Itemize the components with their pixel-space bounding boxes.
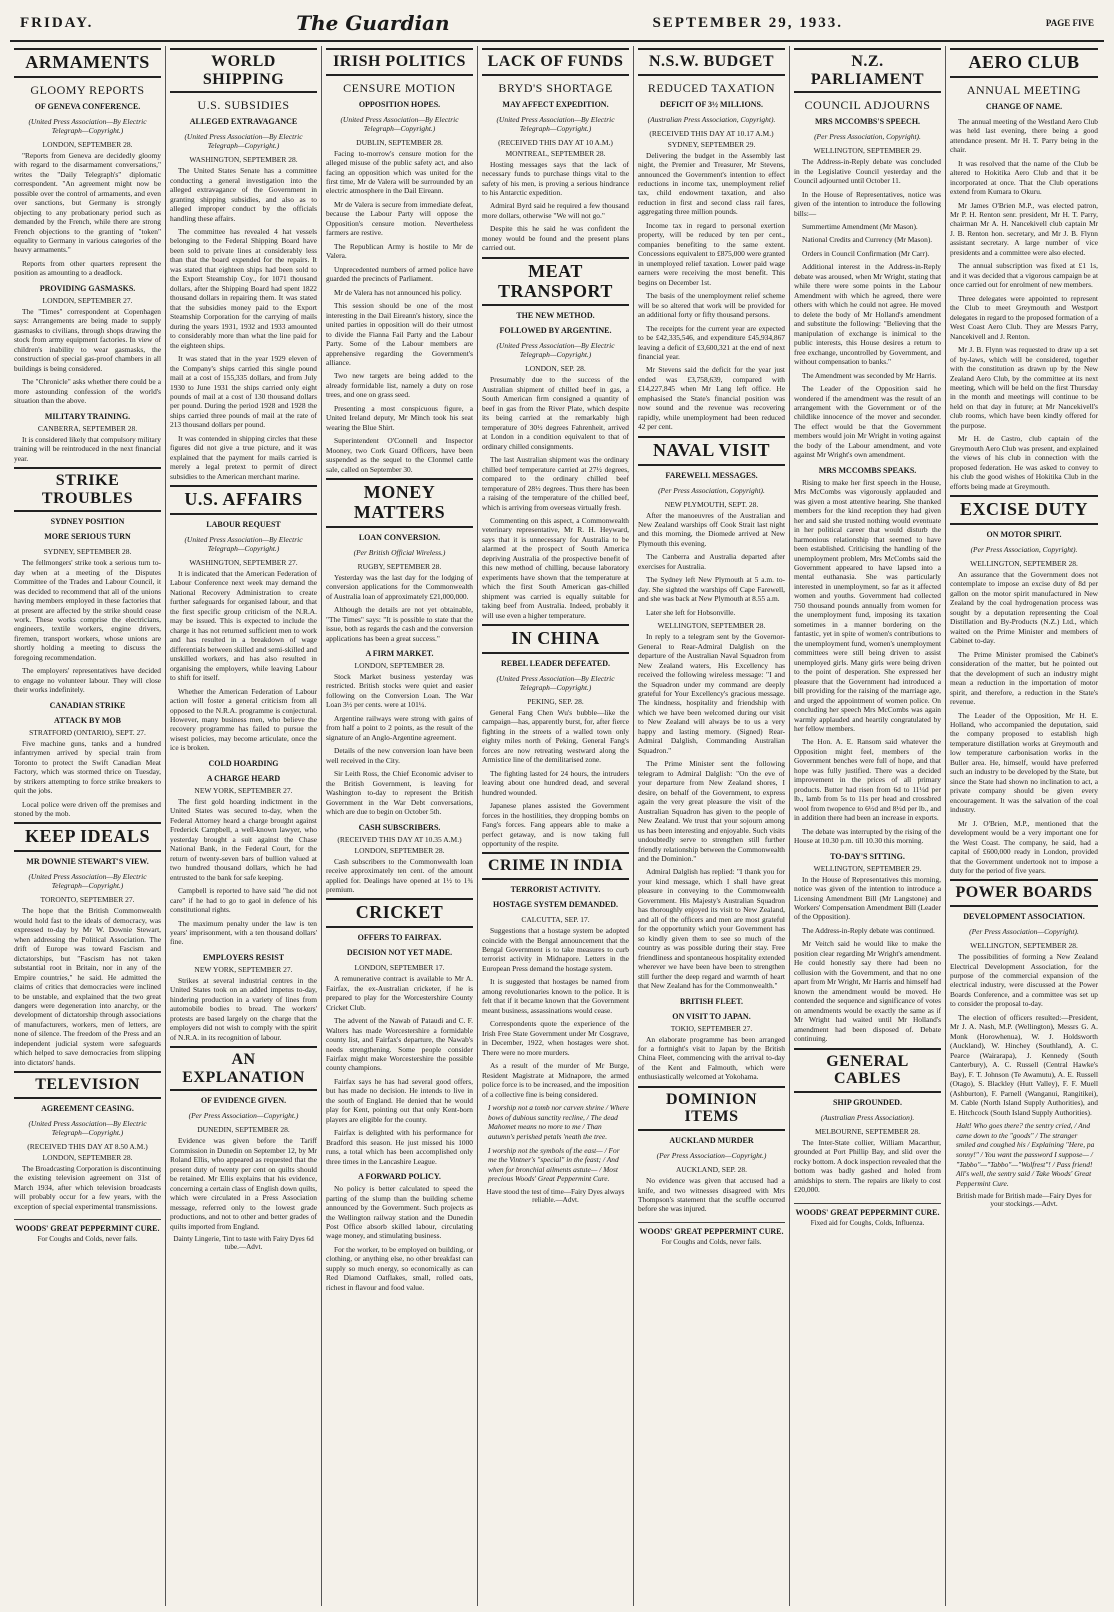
column-3 [322,46,478,1606]
paragraph: The receipts for the current year are expected to be £42,335,546, and expenditure £45,934,867 leaving a deficit of £3,600,321 at the end of next financial year. [638,323,785,361]
paragraph: It is suggested that hostages be named from among revolutionaries known to the police. It is felt that if it became known that the Government meant business, assassinations would cease. [482,977,629,1015]
paragraph: A remunerative contract is available to Mr A. Fairfax, the ex-Australian cricketer, if he is prepared to play for the Worcestershire County Cricket Club. [326,974,473,1012]
subheadline: ANNUAL MEETING [966,82,1082,97]
wire-credit: (United Press Association—By Electric Telegraph—Copyright.) [28,872,147,891]
paragraph: The annual subscription was fixed at £1 1s, and it was decided that a vigorous campaign be at once carried out for enrolment of new members. [950,261,1098,290]
paragraph: Summertime Amendment (Mr Mason). [802,222,918,231]
dateline: WELLINGTON, SEPTEMBER 29. [813,863,922,873]
paragraph: Despite this he said he was confident the money would be found and the present plans carried out. [482,224,629,253]
dateline: NEW YORK, SEPTEMBER 27. [194,785,293,795]
paragraph: Fairfax says he has had several good offers, but has made no decision. He intends to live in the south of England. He denied that he would play for Kent, pointing out that only Kent-born players are eligible for the county. [326,1076,473,1124]
paragraph: Unprecedented numbers of armed police have guarded the precincts of Parliament. [326,264,473,284]
section-subhead: ON VISIT TO JAPAN. [672,1011,751,1021]
paragraph: The Republican Army is hostile to Mr de Valera. [326,241,473,261]
section-subhead: PROVIDING GASMASKS. [39,283,136,293]
deck: MRS MCCOMBS'S SPEECH. [814,117,921,127]
wire-credit: (Australian Press Association, Copyright). [647,114,776,124]
wire-credit: (United Press Association—By Electric Telegraph—Copyright.) [496,673,615,692]
headline-power-boards: POWER BOARDS [950,879,1098,907]
paragraph: The United States Senate has a committee conducting a general investigation into the alleged extravagance of the Government in granting shipping subsidies, and also as to alleged improper conduct by the officials handling these affairs. [170,166,317,223]
headline-in-china: IN CHINA [482,624,629,654]
paragraph: National Credits and Currency (Mr Mason). [802,235,933,245]
paragraph: It was contended in shipping circles that these figures did not give a true picture, and it was explained that the payment for mails carried is merely a legal pretext to permit of direct subsidies to the American merchant marine. [170,433,317,481]
headline-meat-transport: MEAT TRANSPORT [482,257,629,307]
paragraph: Mr James O'Brien M.P., was elected patron, Mr P. H. Renton senr. president, Mr H. T. Parry, chairman Mr A. H. Nancekivell club captain Mr J. B. Renton hon. secretary, and Mr J. B. Flynn assistant secretary. A large number of vice presidents and a committee were also elected. [950,200,1098,257]
headline-nsw-budget: N.S.W. BUDGET [638,48,785,76]
wire-credit: (Per Press Association—Copyright). [969,927,1079,937]
paragraph: Fairfax is delighted with his performance for Bradford this season. He just missed his 1000 runs, a total which has been accomplished only three times in the Lancashire League. [326,1128,473,1166]
dateline: TORONTO, SEPTEMBER 27. [40,895,135,905]
paragraph: Commenting on this aspect, a Commonwealth veterinary representative, Mr R. H. Heyward, says that it is unnecessary for Australia to be alarmed at the prospect of South America depriving Australia of the prospective benefit of this new method of chilling, because laboratory experiments have shown that the temperature at which the first South American gas-chilled shipment was carried is equally suitable for taking beef from Australia. Indeed, probably it will use even a higher temperature. [482,515,629,620]
deck: SHIP GROUNDED. [833,1097,902,1107]
paragraph: Orders in Council Confirmation (Mr Carr). [802,248,930,258]
paragraph: The maximum penalty under the law is ten years' imprisonment, with a ten thousand dollars' fine. [170,918,317,947]
masthead [10,6,1104,42]
column-1 [10,46,166,1606]
paragraph: Admiral Byrd said he required a few thousand more dollars, otherwise "We will not go." [482,201,629,220]
section-subhead: CASH SUBSCRIBERS. [358,822,441,832]
subheadline: REDUCED TAXATION [647,80,776,95]
paragraph: The Address-in-Reply debate was concluded in the Legislative Council yesterday and the Council adjourned until October 11. [794,157,941,186]
advert-text: British made for British made—Fairy Dyes for your stockings.—Advt. [956,1192,1092,1209]
advert-text: Fixed aid for Coughs, Colds, Influenza. [810,1218,925,1227]
dateline: LONDON, SEPTEMBER 27. [42,295,133,305]
advert-title: WOODS' GREAT PEPPERMINT CURE. [14,1219,161,1233]
paragraph: General Fang Chen Wu's bubble—like the campaign—has, apparently burst, for, after fierce fighting in the streets of a walled town only eighty miles north of Peking, General Fang's forces are now retreating westward along the Armistice line of the demilitarised zone. [482,707,629,765]
subheadline: U.S. SUBSIDIES [197,98,290,113]
dateline: WELLINGTON, SEPTEMBER 29. [813,146,922,156]
paragraph: "Reports from Geneva are decidedly gloomy with regard to the disarmament conversations," writes the "Daily Telegraph's" diplomatic correspondent. "An agreement might now be possible over the control of armaments, and even over sanctions, but Germany is strongly objecting to any probationary period such as demanded by the French, while there are strong French objections to the granting of "token" equality to Germany in various categories of the heavy armaments." [14,150,161,255]
dateline: WASHINGTON, SEPTEMBER 28. [189,155,298,165]
paragraph: Two new targets are being added to the already formidable list, namely a duty on rose trees, and one on grass seed. [326,371,473,400]
paragraph: Hosting messages says that the lack of necessary funds to purchase things vital to the safety of his men, is proving a serious hindrance to his Antarctic expedition. [482,159,629,197]
paragraph: In reply to a telegram sent by the Governor-General to Rear-Admiral Dalglish on the departure of the Australian Naval Squadron from New Zealand waters, His Excellency has received the following wireless message: "I and the Squadron under my command are deeply grateful for Your Excellency's gracious message. The kindness, hospitality and friendship with which we have been welcomed during our visit to New Zealand will always be to us a very happy and lasting memory. (Signed) Rear-Admiral Dalglish, Commanding Australian Squadron." [638,632,785,755]
paragraph: The Hon. A. E. Ransom said whatever the Opposition might feel, members of the Government benches were full of hope, and that hope was fully justified. There was a decided improvement in the prices of all primary products. Butter had risen from 6d to 11¼d per lb., lamb from 5s to 11s per head and crossbred wool from twopence to 6½d and 8½d per lb., and in addition there had been an increase in exports. [794,737,941,823]
advert-title: WOODS' GREAT PEPPERMINT CURE. [794,1203,941,1217]
wire-credit: (Australian Press Association). [820,1112,915,1122]
paragraph: The fighting lasted for 24 hours, the intruders leaving about one hundred dead, and several hundred wounded. [482,768,629,797]
dateline: LONDON, SEPTEMBER 28. [42,139,133,149]
column-6 [790,46,946,1606]
paragraph: Admiral Dalglish has replied: "I thank you for your kind message, which I shall have great pleasure in conveying to the Commonwealth Government. His Majesty's Australian Squadron has thoroughly enjoyed its visit to New Zealand, and all of the officers and men are most grateful for the opportunity which your Government has so kindly given them to see so much of the country as was possible during their stay. Free friendliness and spontaneous hospitality extended wherever we have been have been to strengthen still further the deep regard and warmth of heart that New Zealand has for the Commonwealth." [638,867,785,991]
advert-text: Have stood the test of time—Fairy Dyes always reliable.—Advt. [486,1188,625,1205]
wire-credit: (United Press Association—By Electric Telegraph—Copyright.) [340,114,459,133]
deck: THE NEW METHOD. [516,311,595,321]
dateline: DUNEDIN, SEPTEMBER 28. [197,1125,290,1135]
advert-text: For Coughs and Colds, never fails. [37,1235,138,1244]
deck: CHANGE OF NAME. [985,101,1063,111]
paragraph: The Prime Minister promised the Cabinet's consideration of the matter, but he pointed out that the development of such an industry might mean a reduction in the importation of motor spirit, and therefore, a reduction in the State's revenue. [950,649,1098,707]
paragraph: Presumably due to the success of the Australian shipment of chilled beef in gas, a South American firm consigned a quantity of beef in gas from the River Plate, which despite its being carried at the remarkably high temperature of 30½ degrees Fahrenheit, arrived at London in a condition equivalent to that of ordinary chilled consignments. [482,375,629,451]
paragraph: The "Chronicle" asks whether there could be a more astounding confession of the world's situation than the above. [14,377,161,406]
deck: ON MOTOR SPIRIT. [986,529,1062,539]
advert-verse: I worship not the symbols of the east— / For me the Vintner's "special" in the feast; / And when for bronchial ailments astute— / Most precious Woods' Great Peppermint Cure. [488,1145,620,1184]
dateline: LONDON, SEPTEMBER 28. [42,1152,133,1162]
headline-television: TELEVISION [14,1071,161,1099]
masthead-title: The Guardian [296,11,450,35]
section-subhead: A FORWARD POLICY. [358,1172,441,1182]
paragraph: The election of officers resulted:—President, Mr J. A. Nash, M.P. (Wellington), Messrs G. A. Monk (Horowhenua), W. J. Holdsworth (Auckland), W. Hinchey (Southland), A. C. Pearce (Wairarapa), J. Kennedy (South Canterbury), A. C. Russell (Central Hawke's Bay), F. T. Johnson (Te Awamutu), A. E. Russell (Otago), S. Blackley (Hutt Valley), F. F. Muell (Ashburton), F. Parnell (Wanganui, Rangitikei), M. Cable (North Island Supply Authorities), and E. Hitchcock (South Island Supply Authorities). [950,1012,1098,1117]
paragraph: Stock Market business yesterday was restricted. British stocks were quiet and easier following on the Conversion Loan. The War Loan 3½ per cents. were at 101¼. [326,672,473,710]
paragraph: The Inter-State collier, William Macarthur, grounded at Port Phillip Bay, and slid over the rocky bottom. A dock inspection revealed that the bottom was badly gashed and holed from amidships to stern. The repairs are likely to cost £20,000. [794,1137,941,1195]
dateline: SYDNEY, SEPTEMBER 28. [43,547,132,557]
advert-text: Dainty Lingerie, Tint to taste with Fairy Dyes 6d tube.—Advt. [173,1235,314,1252]
advert-text: For Coughs and Colds, never fails. [661,1237,762,1246]
wire-credit: (Per Press Association, Copyright). [814,132,921,142]
paragraph: Later she left for Hobsonville. [646,607,736,617]
paragraph: Reports from other quarters represent the position as amounting to a deadlock. [14,258,161,278]
paragraph: Facing to-morrow's censure motion for the alleged misuse of the public safety act, and also facing an opposition which was united for the first time, Mr de Valera will be surrounded by an electric atmosphere in the Dail Eireann. [326,148,473,196]
deck: SYDNEY POSITION [50,517,125,527]
subheadline: BRYD'S SHORTAGE [498,80,613,95]
paragraph: Presenting a most conspicuous figure, a United Ireland deputy, Mr Minch took his seat wearing the Blue Shirt. [326,403,473,432]
paragraph: Mr Stevens said the deficit for the year just ended was £3,758,639, compared with £14,227,845 when Mr Lang left office. He emphasised the State's financial position was now sound and the revenue was recovering rapidly, while unemployment had been reduced 42 per cent. [638,365,785,432]
dateline: DUBLIN, SEPTEMBER 28. [356,137,443,147]
headline-strike-troubles: STRIKE TROUBLES [14,467,161,512]
paragraph: Three delegates were appointed to represent the Club to meet Greymouth and Westport delegates in regard to the proposed formation of a West Coast Aero Club. They are Messrs Parry, Nancekivell and J. Renton. [950,293,1098,341]
paragraph: Evidence was given before the Tariff Commission in Dunedin on September 12, by Mr Roland Ellis, who appeared as requested that the present duty of twenty per cent on quilts should be retained. Mr Ellis explains that his evidence, concerning a certain class of English down quilts, which were circulated in a Press Association message, referred only to the lowest grade productions, and not to other and better grades of quilts imported from England. [170,1136,317,1231]
paragraph: The Leader of the Opposition said he wondered if the amendment was the result of an arrangement with the Government or of the childlike innocence of the mover and seconder. The effect would be that the Government members would join Mr Wright in voting against the body of the Labour amendment, and vote against Mr Wright's own amendment. [794,384,941,460]
paragraph: The annual meeting of the Westland Aero Club was held last evening, there being a good attendance present. Mr H. T. Parry being in the chair. [950,116,1098,155]
headline-aero-club: AERO CLUB [950,48,1098,78]
paragraph: Mr Veitch said he would like to make the position clear regarding Mr Wright's amendment. He could honestly say there had been no collusion with the Government, and that no one apart from Mr Wright, Mr Harris and himself had known the amendment would be moved. He contended the sequence and significance of votes on amendments would be exactly the same as if Mr Wright had waited until Mr Holland's amendment had been disposed of. Debate continuing. [794,939,941,1044]
headline-naval-visit: NAVAL VISIT [638,436,785,466]
deck: LABOUR REQUEST [206,519,281,529]
paragraph: The committee has revealed 4 hat vessels belonging to the Federal Shipping Board have been sold to private lines at considerably less than that the board expended for the repairs. It was stated that eighteen ships had been sold to the Export Steamship Coy., for 1071 thousand dollars, after the Shipping Board had spent 1822 thousand dollars in repairing them. It was stated that the subsidies money paid to the Export Steamship Corporation for the carrying of mails during the years 1931, 1932 and 1933 amounted to considerably more than what the line paid for the eighteen ships. [170,227,317,350]
paragraph: Superintendent O'Connell and Inspector Mooney, two Cork Guard Officers, have been suspended as the sequel to the Clonmel cattle sale, called on September 30. [326,436,473,474]
column-7 [946,46,1102,1606]
deck: OPPOSITION HOPES. [358,99,441,109]
wire-credit: (Per Press Association, Copyright). [658,485,765,495]
wire-credit: (United Press Association—By Electric Telegraph—Copyright.) [184,132,303,151]
section-subhead: MILITARY TRAINING. [44,411,131,421]
paragraph: The Broadcasting Corporation is discontinuing the existing television agreement on 31st of March 1934, after which television broadcasts will probably occur for a few years, with the exception of special experimental transmissions. [14,1163,161,1211]
headline-us-affairs: U.S. AFFAIRS [170,485,317,515]
column-4 [478,46,634,1606]
column-5 [634,46,790,1606]
paragraph: In the House of Representatives, notice was given of the intention to introduce the following bills:— [794,189,941,218]
paragraph: Mr J. O'Brien, M.P., mentioned that the development would be a very important one for the West Coast. The company, he said, had a capital of £600,000 ready in London, provided that the Government undertook not to impose a duty for the period of five years. [950,818,1098,875]
paragraph: No evidence was given that accused had a knife, and two witnesses disagreed with Mrs Thompson's statement that the scuffle occurred before she was injured. [638,1176,785,1214]
paragraph: The Leader of the Opposition, Mr H. E. Holland, who accompanied the deputation, said the company proposed to establish high temperature distillation works at Greymouth and low temperature carbonisation works in the Buller area. He, himself, would have preferred such an industry to be developed by the State, but since the State had shown no inclination to act, a private company should be given every encouragement. It was the salvation of the coal industry. [950,710,1098,815]
wire-credit: (Per Press Association—Copyright.) [656,1151,767,1161]
subheadline: GLOOMY REPORTS [30,82,145,97]
received-note: (RECEIVED THIS DAY AT 10.17 A.M.) [649,128,774,138]
paragraph: It was resolved that the name of the Club be altered to Hokitika Aero Club and that it be incorporated at once. That the Club operations extend from Kumara to Okuru. [950,158,1098,197]
section-subhead: COLD HOARDING [208,758,279,768]
paragraph: An elaborate programme has been arranged for a fortnight's visit to Japan by the British China Fleet, commencing with the arrival to-day of the Kent and Falmouth, which were enthusiastically welcomed at Yokohama. [638,1034,785,1082]
headline-world-shipping: WORLD SHIPPING [170,48,317,93]
paragraph: This session should be one of the most interesting in the Dail Eireann's history, since the united parties in opposition will do their utmost to divide the Fianna Fail Party and the Labour Party. Some of the Labour members are apprehensive regarding the Government's alliance. [326,301,473,367]
received-note: (RECEIVED THIS DAY AT 10.35 A.M.) [337,834,462,844]
paragraph: The "Times" correspondent at Copenhagen says: Arrangements are being made to supply gasmasks to civilians, through shops drawing the stock from army equipment factories. In view of children's inability to wear gasmasks, the construction of special gas-proof chambers in all buildings is being considered. [14,306,161,373]
subheadline: CENSURE MOTION [343,80,456,95]
paragraph: Yesterday was the last day for the lodging of conversion applications for the Commonwealth of Australia loan of approximately £21,000,000. [326,572,473,601]
headline-irish-politics: IRISH POLITICS [326,48,473,76]
masthead-day: FRIDAY. [20,14,94,31]
deck: OF EVIDENCE GIVEN. [200,1096,287,1106]
paragraph: Campbell is reported to have said "he did not care" if he had to go to gaol in defence of his constitutional rights. [170,886,317,915]
deck: OF GENEVA CONFERENCE. [34,101,141,111]
column-2 [166,46,322,1606]
wire-credit: (Per Press Association—Copyright.) [188,1111,299,1121]
paragraph: The debate was interrupted by the rising of the House at 10.30 p.m. till 10.30 this morning. [794,826,941,846]
paragraph: The possibilities of forming a New Zealand Electrical Development Association, for the purpose of the commercial expansion of the electrical industry, were discussed at the Power Boards Conference, and a committee was set up to consider the proposal to-day. [950,952,1098,1009]
masthead-page-number: PAGE FIVE [1045,18,1094,28]
paragraph: The Address-in-Reply debate was continued. [802,925,935,935]
deck: OFFERS TO FAIRFAX. [357,933,442,943]
deck: MORE SERIOUS TURN [44,532,131,542]
paragraph: It is considered likely that compulsory military training will be reintroduced in the next financial year. [14,434,161,463]
masthead-date: SEPTEMBER 29, 1933. [652,14,843,31]
dateline: WELLINGTON, SEPTEMBER 28. [970,941,1078,951]
section-subhead: EMPLOYERS RESIST [202,952,285,962]
paragraph: The advent of the Nawab of Pataudi and C. F. Walters has made Worcestershire a formidable county list, and Fairfax's departure, the Nawab's needs strengthening. Some people consider Fairfax might make Worcestershire the possible county champions. [326,1016,473,1073]
paragraph: Although the details are not yet obtainable, "The Times" says: "It is possible to state that the issue, both as regards the cash and the conversion applications has been a great success." [326,605,473,643]
paragraph: It was stated that in the year 1929 eleven of the Company's ships carried this single pound mail at a cost of 155,335 dollars, and from July 1930 to June 1931 the ships carried only eight pounds of mail at a cost of 130 thousand dollars per pound. During the period 1928 and 1928 the ships carried three pounds of mail at the rate of 213 thousand dollars per pound. [170,354,317,430]
dateline: NEW PLYMOUTH, SEPT. 28. [664,499,759,509]
paragraph: In the House of Representatives this morning, notice was given of the intention to introduce a Licensing Amendment Bill (Mr Langstone) and Workers' Compensation Amendment Bill (Leader of the Opposition). [794,874,941,922]
deck: DEFICIT OF 3½ MILLIONS. [660,99,763,109]
dateline: MELBOURNE, SEPTEMBER 28. [814,1126,920,1136]
section-subhead: A FIRM MARKET. [365,649,434,658]
deck: AUCKLAND MURDER [669,1136,754,1146]
paragraph: Correspondents quote the experience of the Irish Free State Government under Mr Cosgrave, in December, 1922, when hostages were shot. There were no more murders. [482,1019,629,1057]
paragraph: Cash subscribers to the Commonwealth loan receive approximately ten cent. of the amount applied for. Dealings have opened at 1½ to 1¾ premium. [326,856,473,894]
paragraph: Details of the new conversion loan have been well received in the City. [326,746,473,765]
wire-credit: (Per Press Association, Copyright). [970,544,1078,554]
deck: TERRORIST ACTIVITY. [510,885,601,895]
headline-nz-parliament: N.Z. PARLIAMENT [794,48,941,93]
paragraph: The Canberra and Australia departed after exercises for Australia. [638,552,785,571]
section-subhead: MRS MCCOMBS SPEAKS. [818,465,917,475]
paragraph: The hope that the British Commonwealth would hold fast to the ideals of democracy, was expressed to-day by Mr W. Downie Stewart, when addressing the Political Association. The drift of Europe was toward Fascism and dictatorships, but "Fascism has not taken substantial root in Britain, nor in any of the Empire countries," he said. He admitted the claims of critics that democracies were inclined to be unstable, and explained that the two great dangers were degeneration into anarchy, or the development of dictatorship through associations of manufacturers, workers, men of letters, are none of silence. The freedom of the Press and an independent judicial system were safeguards which helped to save democracies from slipping into dictators' hands. [14,906,161,1067]
paragraph: Delivering the budget in the Assembly last night, the Premier and Treasurer, Mr Stevens, announced the Government's intention to effect reductions in income tax, unemployment relief tax, child endowment taxation, and also reduction in first and second class rail fares, aggregating three million pounds. [638,150,785,217]
dateline: LONDON, SEPTEMBER 28. [354,845,445,855]
deck: AGREEMENT CEASING. [41,1103,134,1113]
paragraph: The fellmongers' strike took a serious turn to-day when at a meeting of the Disputes Committee of the Trades and Labour Council, it was decided to recommend that all of the unions having members employed in these factories that at present are affected by the strike should cease work. These works comprise the electricians, engineers, textile workers, engine drivers, firemen, transport workers, whose unions are shortly holding a meeting to discuss the foregoing recommendation. [14,558,161,662]
headline-crime-in-india: CRIME IN INDIA [482,852,629,880]
headline-money-matters: MONEY MATTERS [326,478,473,528]
paragraph: The first gold hoarding indictment in the United States was secured to-day, when the Federal Attorney heard a charge brought against Frederick Campbell, a well-known lawyer, who yesterday brought a suit against the Chase National Bank, in the Federal Court, for the return of twenty-seven bars of bullion valued at two hundred thousand dollars, which he had entrusted to the bank for safe keeping. [170,796,317,882]
dateline: PEKING, SEP. 28. [527,696,584,706]
dateline: LONDON, SEPTEMBER 28. [354,661,445,670]
section-subhead: TO-DAY'S SITTING. [830,851,905,861]
headline-dominion-items: DOMINION ITEMS [638,1086,785,1131]
headline-excise-duty: EXCISE DUTY [950,495,1098,525]
deck: HOSTAGE SYSTEM DEMANDED. [493,900,618,910]
paragraph: Strikes at several industrial centres in the United States took on an added impetus to-day, hindering production in a variety of lines from automobile bodies to bread. The workers' protests are based largely on the charge that the employers did not wish to comply with the spirit of N.R.A. in its recognition of labour. [170,975,317,1042]
deck: FOLLOWED BY ARGENTINE. [499,326,612,336]
paragraph: Suggestions that a hostage system be adopted coincide with the Bengal announcement that the Bengal Government is to take measures to curb terrorist activity in Midnapore. Letters in the European Press demand the hostage system. [482,926,629,973]
headline-lack-of-funds: LACK OF FUNDS [482,48,629,76]
paragraph: As a result of the murder of Mr Burge, Resident Magistrate at Midnapore, the armed police force is to be increased, and the imposition of a collective fine is being considered. [482,1061,629,1099]
dateline: STRATFORD (ONTARIO), SEPT. 27. [29,727,146,737]
paragraph: Sir Leith Ross, the Chief Economic adviser to the British Government, is leaving for Washington to-day to represent the British Government in the War Debt conversations, which are due to begin on October 5th. [326,769,473,817]
wire-credit: (United Press Association—By Electric Telegraph—Copyright.) [496,341,615,360]
dateline: TOKIO, SEPTEMBER 27. [670,1023,753,1033]
paragraph: The Prime Minister sent the following telegram to Admiral Dalglish: "On the eve of your departure from New Zealand shores, I desire, on behalf of the Government, to express again the very great pleasure the visit of the Australian Squadron has given to the people of New Zealand. We trust that your sojourn among us has been interesting and enjoyable. Such visits undoubtedly serve to strengthen still further friendly relationship between the Commonwealth and the Dominion." [638,759,785,863]
paragraph: An assurance that the Government does not contemplate to impose an excise duty of 8d per gallon on the motor spirit manufactured in New Zealand by the coal hydrogenation process was sought by a deputation representing the Coal Distillation and By-Products (N.Z.) Ltd., which waited on the Prime Minister and members of Cabinet to-day. [950,569,1098,646]
headline-general-cables: GENERAL CABLES [794,1048,941,1093]
deck: DEVELOPMENT ASSOCIATION. [963,912,1085,922]
paragraph: The employers' representatives have decided to engage no volunteer labour. They will close their works indefinitely. [14,666,161,695]
paragraph: No policy is better calculated to speed the parting of the slump than the building scheme announced by the Government. Such projects as the Wellington railway station and the Dunedin Post Office absorb skilled labour, circulating wage money, and stimulating business. [326,1184,473,1241]
advert-verse: Halt! Who goes there? the sentry cried, / And came down to the "goods" / The stranger smiled and coughed his / Explaining "Here, pa sonny!" / You want the password I suppose— / "Tabbo"—"Tabbo"—"Wolfrest"! / Pass friend! All's well, the sentry said / Take Woods' Great Peppermint Cure. [956,1121,1095,1188]
dateline: MONTREAL, SEPTEMBER 28. [505,148,606,158]
paragraph: Mr de Valera has not announced his policy. [334,287,462,297]
paragraph: Mr J. B. Flynn was requested to draw up a set of by-laws, which will be considered, together with the constitution as drawn up by the New Zealand Aero Club, by the committee at its next meeting, which will be held on the first Thursday in the month and meetings will continue to be held on that day in future; at Mr Nancekivell's club rooms, which have been kindly offered for the purpose. [950,345,1098,430]
dateline: RUGBY, SEPTEMBER 28. [357,561,442,571]
paragraph: For the worker, to be employed on building, or clothing, or anything else, no other breakfast can supply so much energy, so economically as can Red Diamond Oatflakes, small, rolled oats, richest in flavour and food value. [326,1244,473,1292]
dateline: LONDON, SEPTEMBER 17. [354,963,445,973]
dateline: CALCUTTA, SEP. 17. [521,915,590,925]
deck: LOAN CONVERSION. [358,532,441,542]
paragraph: The Sydney left New Plymouth at 5 a.m. to-day. She sighted the warships off Cape Farewell, and she was back at New Plymouth at 8.55 a.m. [638,575,785,604]
received-note: (RECEIVED THIS DAY AT 10 A.M.) [498,137,613,147]
paragraph: Five machine guns, tanks and a hundred infantrymen arrived by special train from Toronto to protect the Swift Canadian Meat Factory, which was stormed thrice on Tuesday, by strikers attempting to force strike breakers to quit the jobs. [14,738,161,796]
subheadline: COUNCIL ADJOURNS [804,98,931,113]
deck: ALLEGED EXTRAVAGANCE [189,117,298,127]
dateline: WASHINGTON, SEPTEMBER 27. [189,557,298,567]
dateline: WELLINGTON, SEPTEMBER 28. [657,621,766,631]
headline-keep-ideals: KEEP IDEALS [14,822,161,852]
headline-armaments: ARMAMENTS [14,48,161,78]
deck: REBEL LEADER DEFEATED. [501,658,610,668]
received-note: (RECEIVED THIS DAY AT 8.50 A.M.) [27,1141,148,1151]
paragraph: Argentine railways were strong with gains of from half a point to 2 points, as the result of the signature of an Anglo-Argentine agreement. [326,713,473,742]
paragraph: Additional interest in the Address-in-Reply debate was aroused, when Mr Wright, stating that while there were some points in the Labour Amendment with which he agreed, there were others with which he could not agree. He moved to delete the body of Mr Holland's amendment and substitute the following: "Believing that the manipulation of exchange is inimical to the public interests, this House desires a return to free exchange, uncontrolled by Government, and without compensation to banks." [794,262,941,367]
deck: MAY AFFECT EXPEDITION. [502,99,609,109]
paragraph: Rising to make her first speech in the House, Mrs McCombs was vigorously applauded and was given a most attentive hearing. She thanked members for the kind reception they had given her and said she trusted nothing would eventuate in her political career that would disturb the harmonious relationship that seemed to have been established. Criticising the handling of the unemployment problem, Mrs McCombs said the Government appeared to have lapsed into a mental euthanasia. She was particularly interested in unemployment, so far as it affected women and youths. Government had collected 750 thousand pounds annually from women for the unemployment fund, imposing its taxation sometimes in a manner bordering on the fantastic, yet in spite of women's contributions to the unemployment fund, women's unemployment committees were still being driven to assist unemployed girls. Many girls were being driven to the point of desperation. She expressed her pleasure that the Government had introduced a bill providing for the raising of the marriage age, and urged the appointment of women police. On concluding her speech Mrs McCombs was again warmly applauded and heartily congratulated by her fellow members. [794,477,941,733]
paragraph: Mr de Valera is secure from immediate defeat, because the Labour Party will oppose the Opposition's censure motion. Nevertheless farmers are restive. [326,199,473,238]
dateline: AUCKLAND, SEP. 28. [675,1165,748,1175]
headline-cricket: CRICKET [326,898,473,928]
dateline: NEW YORK, SEPTEMBER 27. [194,964,293,974]
section-subhead: A CHARGE HEARD [206,773,281,783]
paragraph: Mr H. de Castro, club captain of the Greymouth Aero Club was present, and explained the views of his club in connection with the proposed federation. He was asked to convey to his club the good wishes of Hokitika Club in the efforts being made at Greymouth. [950,434,1098,491]
section-subhead: CANADIAN STRIKE [49,700,126,710]
paragraph: Income tax in regard to personal exertion property, will be reduced by ten per cent., companies benefiting to the same extent. Concessions equivalent to £875,000 were granted in unemployed relief taxation. Lower paid wage earners were receiving the most benefit. This begins on December 1st. [638,220,785,287]
columns [10,46,1104,1606]
paragraph: The Amendment was seconded by Mr Harris. [802,370,937,380]
wire-credit: (United Press Association—By Electric Telegraph—Copyright.) [496,114,615,133]
dateline: LONDON, SEP. 28. [525,364,586,374]
paragraph: The last Australian shipment was the ordinary chilled beef temperature carried at 27½ degrees, compared to the ordinary chilled beef temperature of 28½ degrees. Thus there has been a raising of the temperature of the chilled beef, which is arriving from overseas virtually fresh. [482,455,629,512]
section-subhead: BRITISH FLEET. [680,996,743,1006]
dateline: CANBERRA, SEPTEMBER 28. [37,423,138,433]
advert-verse: I worship not a tomb nor carven shrine / Where bows of dubious sanctity recline, / The dead Mahomet means no more to me / Than autumn's perished petals 'neath the tree. [488,1103,629,1141]
paragraph: Whether the American Federation of Labour action will foster a general criticism from all opposed to the N.R.A. programme is conjectural. However, many business men, who believe the recovery programme has failed to pursue the wisest policies, may become articulate, once the ice is broken. [170,686,317,753]
wire-credit: (Per British Official Wireless.) [353,547,446,557]
paragraph: Local police were driven off the premises and stoned by the mob. [14,799,161,819]
paragraph: Japanese planes assisted the Government forces in the hostilities, they dropping bombs on Fang's forces. Fang appears able to make a perfect getaway, and is now taking full opportunity of the respite. [482,801,629,849]
wire-credit: (United Press Association—By Electric Telegraph—Copyright.) [28,1118,147,1137]
headline-an-explanation: AN EXPLANATION [170,1046,317,1091]
paragraph: It is indicated that the American Federation of Labour Conference next week may demand the National Recovery Administration to create further safeguards for organised labour, and that the first specific group criticism of the N.R.A. may be issued. This is expected to include the charge it has not returned sufficient men to work and has resulted in a breakdown of wage differentials between skilled and semi-skilled and unskilled workers, and has also resulted in organising the employers, while leaving Labour to shift for itself. [170,568,317,683]
dateline: SYDNEY, SEPTEMBER 29. [667,139,756,149]
deck: DECISION NOT YET MADE. [346,948,453,958]
paragraph: The basis of the unemployment relief scheme will be so altered that work will be provided for an additional forty or fifty thousand persons. [638,291,785,320]
wire-credit: (United Press Association—By Electric Telegraph—Copyright.) [184,534,303,553]
advert-title: WOODS' GREAT PEPPERMINT CURE. [638,1222,785,1236]
dateline: WELLINGTON, SEPTEMBER 28. [970,558,1078,568]
deck: FAREWELL MESSAGES. [665,470,758,480]
deck: MR DOWNIE STEWART'S VIEW. [26,857,149,867]
wire-credit: (United Press Association—By Electric Telegraph—Copyright.) [28,116,147,135]
section-subhead: ATTACK BY MOB [54,715,121,725]
paragraph: After the manoeuvres of the Australian and New Zealand warships off Cook Strait last night and this morning, the Diomede arrived at New Plymouth this evening. [638,510,785,548]
